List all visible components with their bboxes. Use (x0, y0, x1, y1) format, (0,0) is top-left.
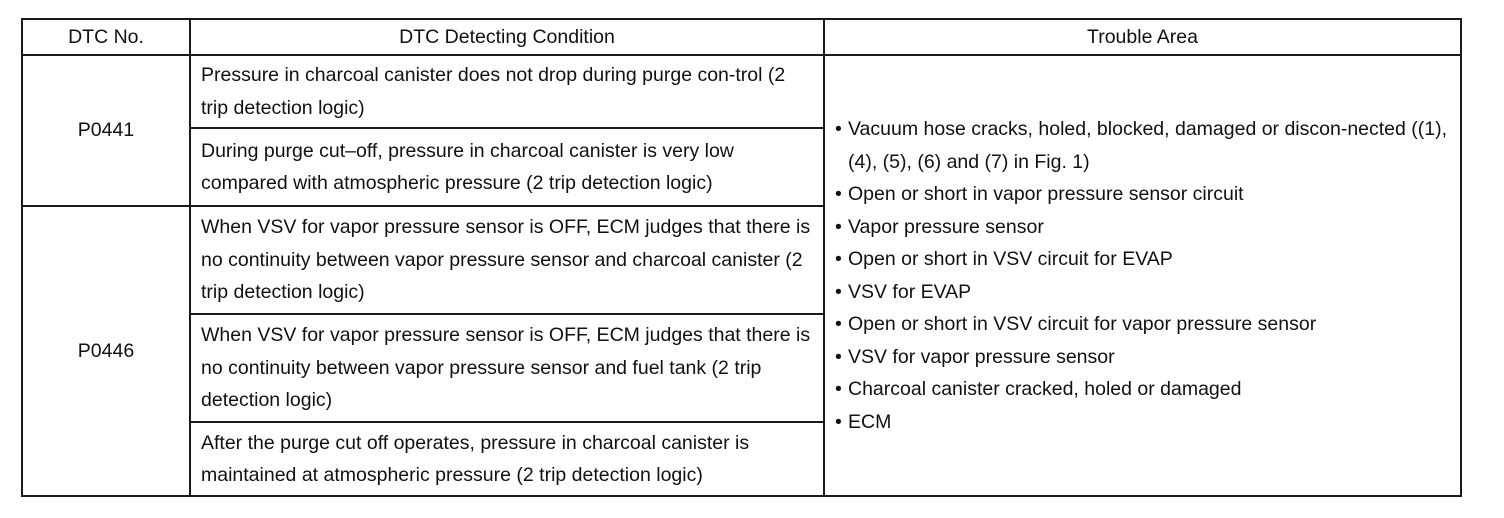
dtc-code-p0446: P0446 (22, 206, 190, 496)
condition-cell: When VSV for vapor pressure sensor is OFF, ECM judges that there is no continuity between vapor pressure sensor and charcoal canister (2 trip detection logic) (190, 206, 824, 314)
trouble-area-list (835, 113, 1452, 438)
condition-cell: When VSV for vapor pressure sensor is OFF, ECM judges that there is no continuity between vapor pressure sensor and fuel tank (2 trip detection logic) (190, 314, 824, 422)
trouble-area-item: • VSV for EVAP (835, 276, 1452, 309)
header-detecting-condition: DTC Detecting Condition (190, 19, 824, 55)
header-row (22, 19, 1461, 55)
trouble-area-item: • Open or short in VSV circuit for EVAP (835, 243, 1452, 276)
condition-cell: During purge cut–off, pressure in charcoal canister is very low compared with atmospheric pressure (2 trip detection logic) (190, 128, 824, 206)
trouble-area-item: • ECM (835, 406, 1452, 439)
header-trouble-area: Trouble Area (824, 19, 1461, 55)
trouble-area-item: • Charcoal canister cracked, holed or damaged (835, 373, 1452, 406)
trouble-area-item: • VSV for vapor pressure sensor (835, 341, 1452, 374)
trouble-area-item: • Open or short in VSV circuit for vapor pressure sensor (835, 308, 1452, 341)
trouble-area-item: • Vacuum hose cracks, holed, blocked, damaged or discon-nected ((1), (4), (5), (6) and (7) in Fig. 1) (835, 113, 1452, 178)
trouble-area-item: • Open or short in vapor pressure sensor circuit (835, 178, 1452, 211)
condition-cell: Pressure in charcoal canister does not drop during purge con-trol (2 trip detection logic) (190, 55, 824, 128)
header-dtc-no: DTC No. (22, 19, 190, 55)
trouble-area-cell (824, 55, 1461, 496)
condition-cell: After the purge cut off operates, pressure in charcoal canister is maintained at atmospheric pressure (2 trip detection logic) (190, 422, 824, 496)
dtc-table (21, 18, 1462, 497)
dtc-code-p0441: P0441 (22, 55, 190, 206)
trouble-area-item: • Vapor pressure sensor (835, 211, 1452, 244)
table-row (22, 55, 1461, 128)
